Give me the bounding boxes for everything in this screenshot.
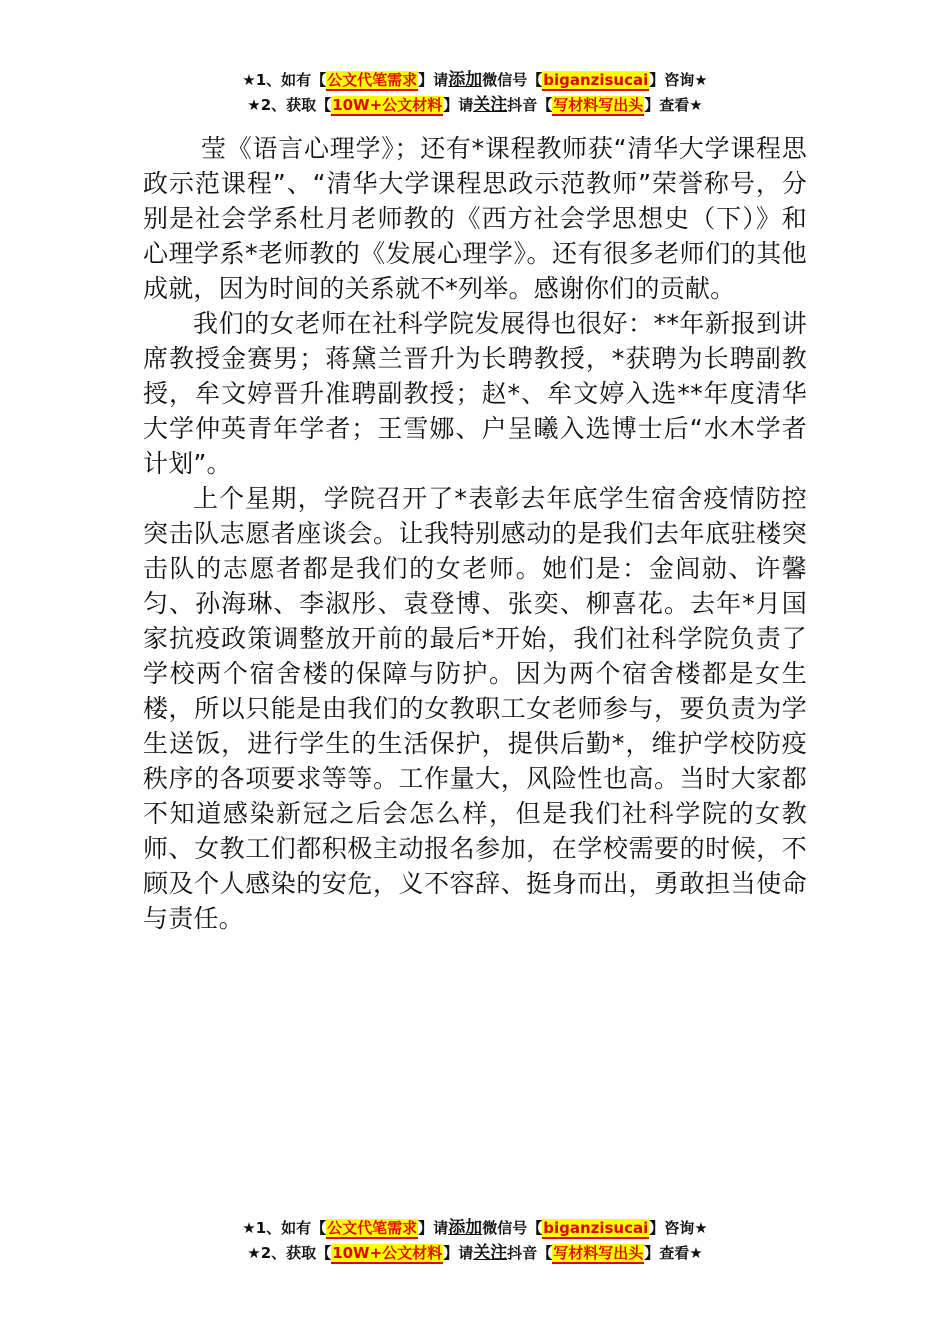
- banner-line-2: [0, 93, 950, 118]
- highlight-douyin-id: 写材料写出头: [553, 96, 644, 114]
- banner-line-2: [0, 1241, 950, 1266]
- highlight-ghostwriting: 公文代笔需求: [327, 1219, 418, 1237]
- emphasis-add: 添加: [448, 70, 483, 90]
- banner-text: 】咨询★: [649, 71, 708, 89]
- highlight-materials: 10W+公文材料: [332, 1244, 443, 1262]
- banner-text: 】查看★: [644, 1244, 703, 1262]
- highlight-ghostwriting: 公文代笔需求: [327, 71, 418, 89]
- paragraph-3: 上个星期，学院召开了*表彰去年底学生宿舍疫情防控突击队志愿者座谈会。让我特别感动的是我们去年底驻楼突击队的志愿者都是我们的女老师。她们是：金闾勍、许馨匀、孙海琳、李淑彤、袁登博、张奕、柳喜花。去年*月国家抗疫政策调整放开前的最后*开始，我们社科学院负责了学校两个宿舍楼的保障与防护。因为两个宿舍楼都是女生楼，所以只能是由我们的女教职工女老师参与，要负责为学生送饭，进行学生的生活保护，提供后勤*，维护学校防疫秩序的各项要求等等。工作量大，风险性也高。当时大家都不知道感染新冠之后会怎么样，但是我们社科学院的女教师、女教工们都积极主动报名参加，在学校需要的时候，不顾及个人感染的安危，义不容辞、挺身而出，勇敢担当使命与责任。: [143, 484, 807, 933]
- emphasis-follow: 关注: [473, 95, 508, 115]
- banner-text: 微信号【: [482, 71, 543, 89]
- banner-text: 】请: [418, 1219, 449, 1237]
- banner-text: 】请: [443, 96, 474, 114]
- banner-text: ★1、如有【: [242, 1219, 327, 1237]
- banner-text: 抖音【: [507, 96, 553, 114]
- paragraph-1: 莹《语言心理学》；还有*课程教师获“清华大学课程思政示范课程”、“清华大学课程思政示范教师”荣誉称号，分别是社会学系杜月老师教的《西方社会学思想史（下）》和心理学系*老师教的《发展心理学》。还有很多老师们的其他成就，因为时间的关系就不*列举。感谢你们的贡献。: [143, 134, 807, 303]
- header-banner: [0, 68, 950, 118]
- banner-text: 】请: [418, 71, 449, 89]
- banner-text: ★2、获取【: [247, 96, 332, 114]
- banner-text: 】请: [443, 1244, 474, 1262]
- highlight-wechat-id: biganzisucai: [543, 1219, 649, 1237]
- banner-text: 】咨询★: [649, 1219, 708, 1237]
- document-body: [143, 131, 807, 936]
- banner-text: 抖音【: [507, 1244, 553, 1262]
- banner-text: ★1、如有【: [242, 71, 327, 89]
- banner-text: 微信号【: [482, 1219, 543, 1237]
- emphasis-add: 添加: [448, 1218, 483, 1238]
- banner-text: 】查看★: [644, 96, 703, 114]
- footer-banner: [0, 1216, 950, 1266]
- banner-line-1: [0, 1216, 950, 1241]
- emphasis-follow: 关注: [473, 1243, 508, 1263]
- highlight-douyin-id: 写材料写出头: [553, 1244, 644, 1262]
- highlight-materials: 10W+公文材料: [332, 96, 443, 114]
- banner-line-1: [0, 68, 950, 93]
- paragraph-2: 我们的女老师在社科学院发展得也很好：**年新报到讲席教授金赛男；蒋黛兰晋升为长聘教授，*获聘为长聘副教授，牟文婷晋升准聘副教授；赵*、牟文婷入选**年度清华大学仲英青年学者；王雪娜、户呈曦入选博士后“水木学者计划”。: [143, 309, 807, 478]
- banner-text: ★2、获取【: [247, 1244, 332, 1262]
- highlight-wechat-id: biganzisucai: [543, 71, 649, 89]
